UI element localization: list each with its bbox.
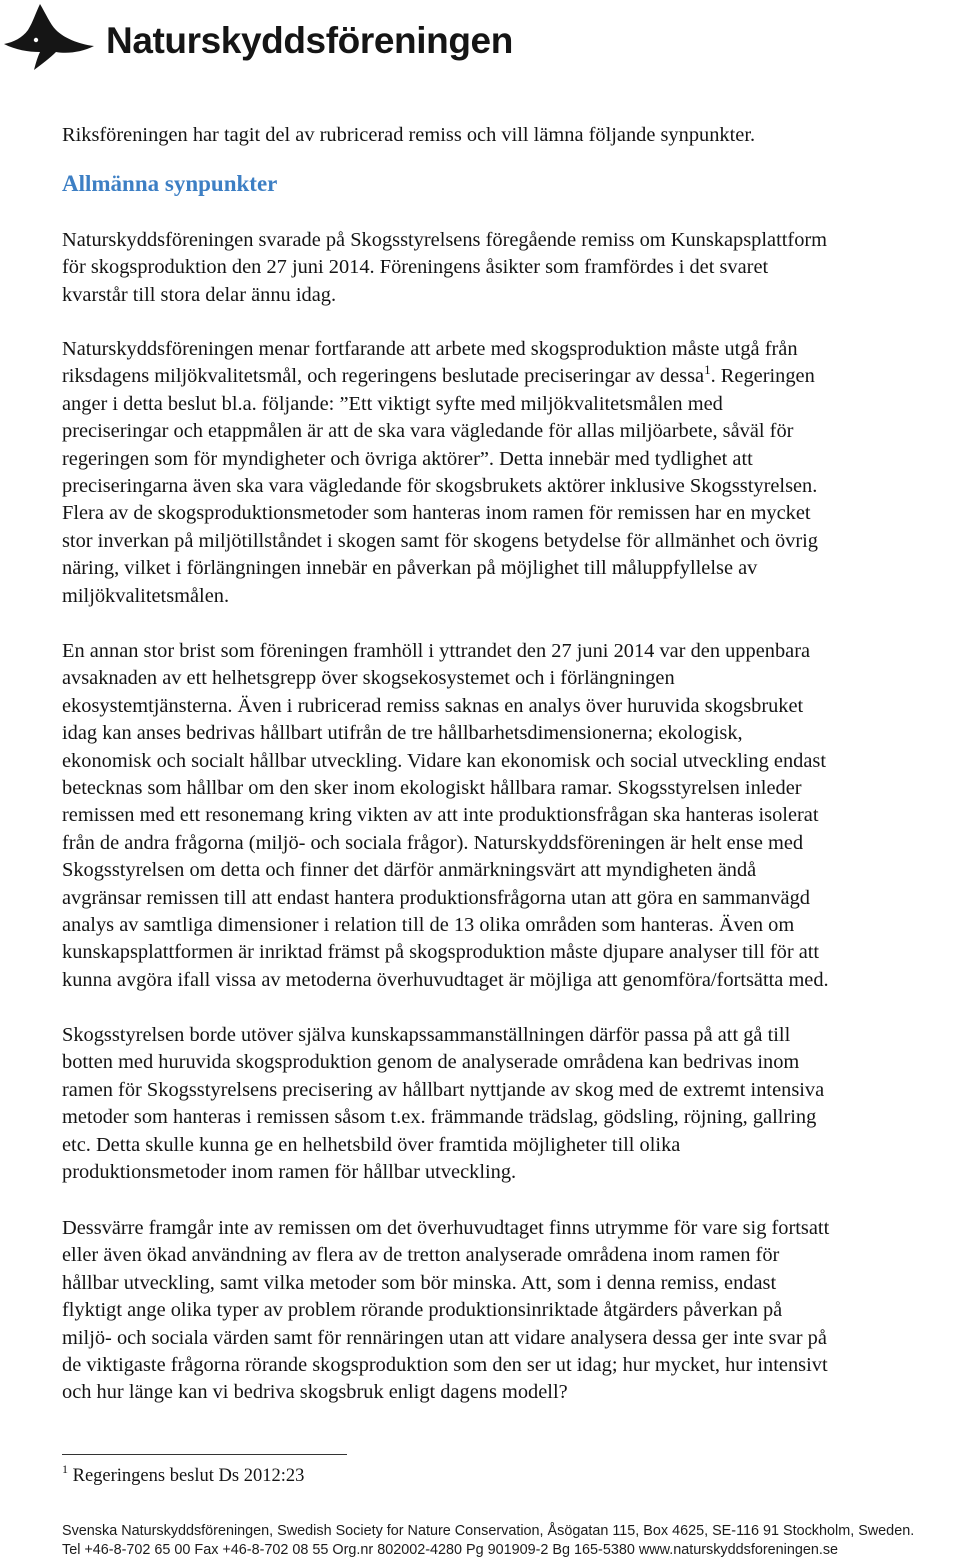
paragraph-line: näring, vilket i förlängningen innebär en påverkan på möjlighet till måluppfyllelse av <box>62 557 758 580</box>
paragraph-5 <box>62 1215 957 1407</box>
paragraph-line-tail: . Regeringen <box>710 365 815 388</box>
paragraph-line: preciseringar och etappmålen är att de ska vara vägledande för allas miljöarbete, såväl för <box>62 420 794 443</box>
paragraph-line: från de andra frågorna (miljö- och sociala frågor). Naturskyddsföreningen är helt ense med <box>62 831 804 854</box>
footer-address: Svenska Naturskyddsföreningen, Swedish Society for Nature Conservation, Åsögatan 115, Box 4625, SE-116 91 Stockholm, Sweden. <box>62 1523 915 1539</box>
footer-contact: Tel +46-8-702 65 00 Fax +46-8-702 08 55 Org.nr 802002-4280 Pg 901909-2 Bg 165-5380 www.naturskyddsforeningen.se <box>62 1542 839 1558</box>
intro-paragraph <box>62 122 957 149</box>
paragraph-line: kunna avgöra ifall vissa av metoderna överhuvudtaget är möjliga att genomföra/fortsätta med. <box>62 968 829 991</box>
paragraph-line: Naturskyddsföreningen svarade på Skogsstyrelsens föregående remiss om Kunskapsplattform <box>62 229 828 251</box>
paragraph-line: botten med huruvida skogsproduktion genom de analyserade områdena kan bedrivas inom <box>62 1051 800 1074</box>
paragraph-line: analys av samtliga dimensioner i relation till de 13 olika områden som hanteras. Även om <box>62 914 795 937</box>
paragraph-line: regeringen som för myndigheter och övriga aktörer”. Detta innebär med tydlighet att <box>62 447 753 470</box>
paragraph-line: miljö- och sociala värden samt för rennäringen utan att vidare analysera dessa ger inte svar på <box>62 1326 827 1349</box>
org-logo-text: Naturskyddsföreningen <box>106 20 513 61</box>
paragraph-line: produktionsmetoder inom ramen för hållbar utveckling. <box>62 1161 517 1184</box>
paragraph-line: Skogsstyrelsen om detta och finner det därför anmärkningsvärt att myndigheten ändå <box>62 859 757 882</box>
paragraph-line: hållbar utveckling, samt vilka metoder som bör minska. Att, som i denna remiss, endast <box>62 1271 777 1294</box>
paragraph-line: ekosystemtjänsterna. Även i rubricerad remiss saknas en analys över huruvida skogsbruket <box>62 694 804 717</box>
footnote-divider <box>62 1454 347 1455</box>
section-heading: Allmänna synpunkter <box>62 171 278 196</box>
paragraph-line: stor inverkan på miljötillståndet i skogen samt för skogens betydelse för allmänhet och övrig <box>62 529 818 552</box>
paragraph-line: remissen med ett resonemang kring vikten av att inte produktionsfrågan ska hanteras isolerat <box>62 804 819 827</box>
paragraph-line <box>62 363 957 390</box>
paragraph-line: anger i detta beslut bl.a. följande: ”Ett viktigt syfte med miljökvalitetsmålen med <box>62 392 723 415</box>
paragraph-line: kunskapsplattformen är inriktad främst på skogsproduktion måste djupare analyser till för att <box>62 941 820 964</box>
paragraph-line: de viktigaste frågorna rörande skogsproduktion som den ser ut idag; hur mycket, hur intensivt <box>62 1354 828 1377</box>
paragraph-line: metoder som hanteras i remissen såsom t.ex. främmande trädslag, gödsling, röjning, gallring <box>62 1106 817 1129</box>
paragraph-line: avsaknaden av ett helhetsgrepp över skogsekosystemet och i förlängningen <box>62 667 675 690</box>
paragraph-line: Dessvärre framgår inte av remissen om det överhuvudtaget finns utrymme för vare sig fortsatt <box>62 1217 830 1239</box>
paragraph-line: kvarstår till stora delar ännu idag. <box>62 283 337 306</box>
paragraph-line: avgränsar remissen till att endast hantera produktionsfrågorna utan att göra en sammanvägd <box>62 886 810 909</box>
paragraph-line: Skogsstyrelsen borde utöver själva kunskapssammanställningen därför passa på att gå till <box>62 1024 791 1046</box>
footnote-number: 1 <box>62 1461 68 1476</box>
paragraph-line: etc. Detta skulle kunna ge en helhetsbild över framtida möjligheter till olika <box>62 1133 681 1156</box>
paragraph-line: ramen för Skogsstyrelsens precisering av hållbart nyttjande av skog med de extremt intensiva <box>62 1078 825 1101</box>
paragraph-line: miljökvalitetsmålen. <box>62 584 230 607</box>
bird-icon <box>0 0 96 72</box>
paragraph-line: för skogsproduktion den 27 juni 2014. Föreningens åsikter som framfördes i det svaret <box>62 256 769 279</box>
paragraph-line: flyktigt ange olika typer av problem rörande produktionsinriktade åtgärders påverkan på <box>62 1299 783 1322</box>
paragraph-line: idag kan anses bedrivas hållbart utifrån de tre hållbarhetsdimensionerna; ekologisk, <box>62 722 743 745</box>
paragraph-line: Flera av de skogsproduktionsmetoder som hanteras inom ramen för remissen har en mycket <box>62 502 811 525</box>
paragraph-line: Naturskyddsföreningen menar fortfarande att arbete med skogsproduktion måste utgå från <box>62 338 798 360</box>
paragraph-line: och hur länge kan vi bedriva skogsbruk enligt dagens modell? <box>62 1381 568 1404</box>
paragraph-line: preciseringarna även ska vara vägledande för skogsbrukets aktörer inklusive Skogsstyrelsen. <box>62 475 818 498</box>
footnote <box>62 1461 305 1488</box>
paragraph-line: betecknas som hållbar om den sker inom ekologiskt hållbara ramar. Skogsstyrelsen inleder <box>62 777 802 800</box>
footnote-text: Regeringens beslut Ds 2012:23 <box>72 1466 305 1486</box>
paragraph-line: En annan stor brist som föreningen framhöll i yttrandet den 27 juni 2014 var den uppenbara <box>62 640 811 662</box>
paragraph-4 <box>62 1022 957 1186</box>
paragraph-1 <box>62 227 957 309</box>
paragraph-3 <box>62 638 957 994</box>
footnote-reference[interactable]: 1 <box>704 361 711 377</box>
paragraph-2 <box>62 336 957 610</box>
paragraph-line: ekonomisk och socialt hållbar utveckling. Vidare kan ekonomisk och social utveckling endast <box>62 749 826 772</box>
paragraph-line-text: riksdagens miljökvalitetsmål, och regeringens beslutade preciseringar av dessa <box>62 365 705 388</box>
paragraph-line: eller även ökad användning av flera av de tretton analyserade områdena inom ramen för <box>62 1244 780 1267</box>
intro-text: Riksföreningen har tagit del av rubricerad remiss och vill lämna följande synpunkter. <box>62 124 756 146</box>
